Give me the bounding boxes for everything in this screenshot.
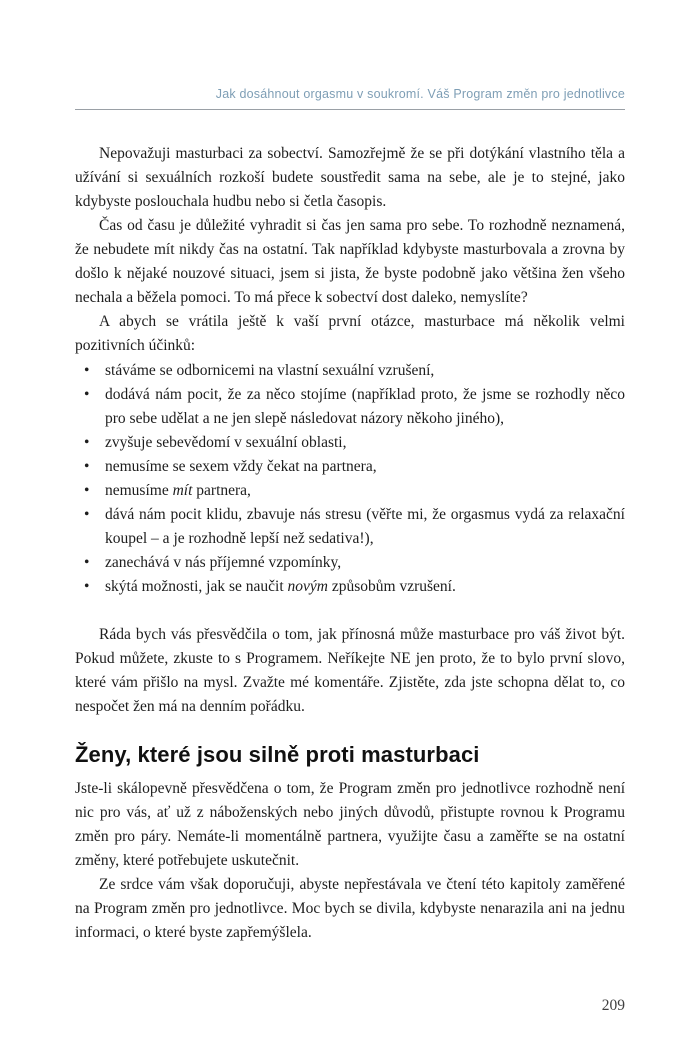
paragraph-6: Ze srdce vám však doporučuji, abyste nepřestávala ve čtení této kapitoly zaměřené na Program změn pro jednotlivce. Moc bych se divila, kdybyste nenarazila ani na jednu informaci, o které byste zapřemýšlela.: [75, 876, 625, 941]
list-item-text: nemusíme mít partnera,: [105, 482, 251, 499]
list-item-text: zvyšuje sebevědomí v sexuální oblasti,: [105, 434, 347, 451]
list-item-text: skýtá možnosti, jak se naučit novým způsobům vzrušení.: [105, 578, 456, 595]
list-item: [75, 503, 625, 551]
bullet-list: [75, 359, 625, 599]
bullet-marker: •: [84, 554, 90, 571]
bullet-marker: •: [84, 506, 90, 523]
bullet-marker: •: [84, 578, 90, 595]
list-item-text: zanechává v nás příjemné vzpomínky,: [105, 554, 342, 571]
bullet-marker: •: [84, 386, 90, 403]
bullet-marker: •: [84, 482, 90, 499]
bullet-marker: •: [84, 458, 90, 475]
list-item-text: stáváme se odbornicemi na vlastní sexuální vzrušení,: [105, 362, 435, 379]
page-number: 209: [601, 997, 625, 1014]
paragraph-5: Jste-li skálopevně přesvědčena o tom, že Program změn pro jednotlivce rozhodně není nic pro vás, ať už z náboženských nebo jiných důvodů, přistupte rovnou k Programu změn pro páry. Nemáte-li momentálně partnera, využijte času a zaměřte se na ostatní změny, které potřebujete uskutečnit.: [75, 780, 625, 869]
paragraph-2: Čas od času je důležité vyhradit si čas jen sama pro sebe. To rozhodně neznamená, že nebudete mít nikdy čas na ostatní. Tak například kdybyste masturbovala a zrovna by došlo k nějaké nouzové situaci, jsem si jista, že byste podobně jako většina žen všeho nechala a běžela pomoci. To má přece k sobectví dost daleko, nemyslíte?: [75, 217, 625, 306]
section-heading: Ženy, které jsou silně proti masturbaci: [75, 742, 480, 767]
paragraph-3: A abych se vrátila ještě k vaší první otázce, masturbace má několik velmi pozitivních účinků:: [75, 313, 625, 354]
list-item: [75, 551, 625, 575]
list-item: [75, 383, 625, 431]
header-rule: [75, 109, 625, 110]
list-item-text: dává nám pocit klidu, zbavuje nás stresu (věřte mi, že orgasmus vydá za relaxační koupel – a je rozhodně lepší než sedativa!),: [105, 506, 625, 547]
list-item: [75, 431, 625, 455]
paragraph-1: Nepovažuji masturbaci za sobectví. Samozřejmě že se při dotýkání vlastního těla a užívání si sexuálních rozkoší budete soustředit sama na sebe, ale je to stejné, jako kdybyste poslouchala hudbu nebo si četla časopis.: [75, 145, 625, 210]
list-item: [75, 359, 625, 383]
bullet-marker: •: [84, 434, 90, 451]
list-item-text: dodává nám pocit, že za něco stojíme (například proto, že jsme se rozhodly něco pro sebe udělat a ne jen slepě následovat názory někoho jiného),: [105, 386, 625, 427]
page-body: [75, 142, 625, 945]
list-item: [75, 479, 625, 503]
list-item-text: nemusíme se sexem vždy čekat na partnera,: [105, 458, 377, 475]
list-item: [75, 455, 625, 479]
paragraph-4: Ráda bych vás přesvědčila o tom, jak přínosná může masturbace pro váš život být. Pokud můžete, zkuste to s Programem. Neříkejte NE jen proto, že to bylo první slovo, které vám přišlo na mysl. Zvažte mé komentáře. Zjistěte, zda jste schopna dělat to, co nespočet žen má na denním pořádku.: [75, 626, 625, 715]
list-item: [75, 575, 625, 599]
page-header: [75, 86, 625, 110]
bullet-marker: •: [84, 362, 90, 379]
running-title: Jak dosáhnout orgasmu v soukromí. Váš Program změn pro jednotlivce: [215, 87, 625, 101]
